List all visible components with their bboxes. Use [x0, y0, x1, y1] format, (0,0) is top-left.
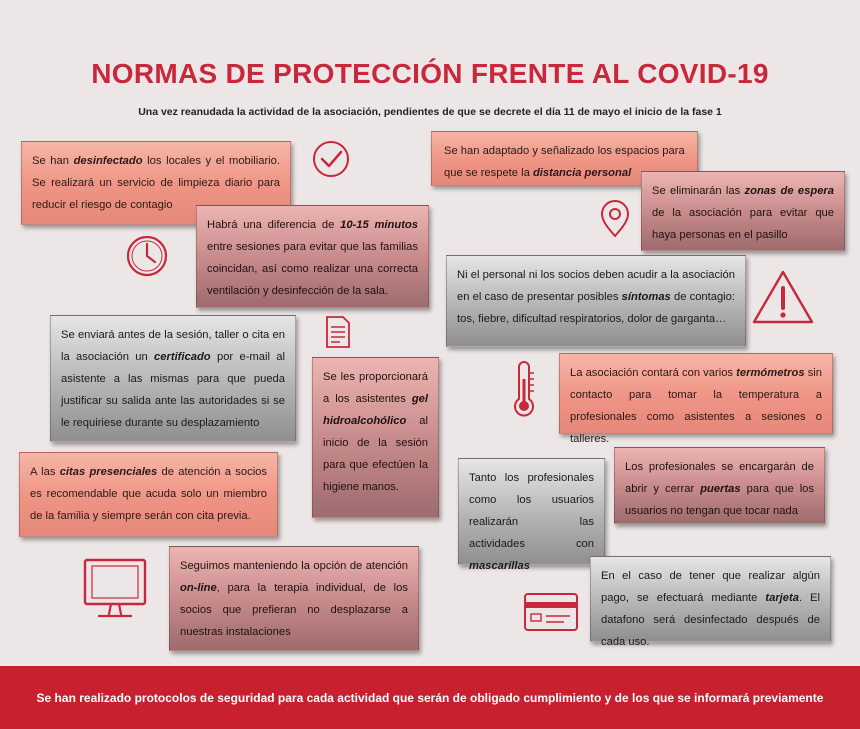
note-text: los locales y el mobiliario. Se realizará un servicio de limpieza diario para reducir el riesgo de contagio	[32, 155, 280, 211]
note-text: sin contacto para tomar la temperatura a profesionales como asistentes a sesiones o talleres.	[570, 367, 822, 445]
note-mascarillas	[458, 458, 605, 572]
note-text: Habrá una diferencia de	[207, 219, 341, 231]
note-text: Seguimos manteniendo la opción de atención	[180, 560, 408, 572]
location-pin-icon	[599, 200, 631, 238]
note-online	[169, 546, 419, 651]
note-keyword: gel hidroalcohólico	[323, 393, 428, 427]
note-keyword: puertas	[700, 483, 741, 495]
note-text: Se eliminarán las	[652, 185, 745, 197]
note-keyword: termómetros	[736, 367, 805, 379]
page-title: NORMAS DE PROTECCIÓN FRENTE AL COVID-19	[91, 58, 769, 89]
note-text: . El datafono será desinfectado después de cada uso.	[601, 592, 820, 648]
note-sintomas	[446, 255, 746, 347]
checkmark-icon	[311, 139, 351, 179]
note-keyword: desinfectado	[73, 155, 143, 167]
note-text: , para la terapia individual, de los socios que prefieran no desplazarse a nuestras instalaciones	[180, 582, 408, 638]
note-text: por e-mail al asistente a las mismas para que pueda justificar su salida ante las autoridades si se le requiriese durante su desplazamiento	[61, 351, 285, 429]
note-text: entre sesiones para evitar que las familias coincidan, así como realizar una correcta ventilación y desinfección de la sala.	[207, 241, 418, 297]
note-keyword: distancia personal	[532, 167, 632, 179]
note-text: Se han	[32, 155, 74, 167]
note-text: Se han adaptado y señalizado los espacios para que se respete la	[444, 145, 685, 179]
note-termometros	[559, 353, 833, 445]
note-minutos	[196, 205, 429, 308]
note-zonas	[641, 171, 845, 251]
credit-card-icon	[522, 591, 580, 633]
note-keyword: zonas de espera	[744, 185, 834, 197]
note-text: A las	[30, 466, 60, 478]
note-text: Tanto los profesionales como los usuarios realizarán las actividades con	[469, 472, 594, 550]
note-text: de la asociación para evitar que haya personas en el pasillo	[652, 207, 834, 241]
note-text: Ni el personal ni los socios deben acudir a la asociación en el caso de presentar posibles	[457, 269, 735, 303]
clock-icon	[125, 234, 169, 278]
note-keyword: citas presenciales	[59, 466, 158, 478]
document-icon	[323, 315, 353, 349]
footer-banner	[0, 666, 860, 729]
note-text: de atención a socios es recomendable que acuda solo un miembro de la familia y siempre serán con cita previa.	[30, 466, 267, 522]
note-certificado	[50, 315, 296, 442]
note-text: para que los usuarios no tengan que tocar nada	[625, 483, 814, 517]
note-text: La asociación contará con varios	[570, 367, 737, 379]
note-text: Se les proporcionará a los asistentes	[323, 371, 428, 405]
note-keyword: síntomas	[621, 291, 671, 303]
warning-icon	[750, 268, 816, 326]
note-tarjeta	[590, 556, 831, 648]
note-keyword: tarjeta	[765, 592, 799, 604]
thermometer-icon	[508, 361, 540, 419]
note-text: Los profesionales se encargarán de abrir y cerrar	[625, 461, 814, 495]
note-citas	[19, 452, 278, 537]
note-keyword: mascarillas	[469, 560, 530, 572]
page-subtitle: Una vez reanudada la actividad de la asociación, pendientes de que se decrete el día 11 de mayo el inicio de la fase 1	[138, 106, 722, 118]
note-text: de contagio: tos, fiebre, dificultad respiratorios, dolor de garganta…	[457, 291, 735, 325]
note-keyword: 10-15 minutos	[340, 219, 418, 231]
note-text: En el caso de tener que realizar algún pago, se efectuará mediante	[601, 570, 820, 604]
note-text: al inicio de la sesión para que efectúen la higiene manos.	[323, 415, 428, 493]
note-keyword: on-line	[180, 582, 217, 594]
footer-text: Se han realizado protocolos de seguridad para cada actividad que serán de obligado cumplimiento y de los que se informará previamente	[36, 690, 824, 705]
monitor-icon	[81, 556, 149, 622]
note-keyword: certificado	[154, 351, 211, 363]
note-text: Se enviará antes de la sesión, taller o cita en la asociación un	[61, 329, 285, 363]
note-puertas	[614, 447, 825, 524]
note-gel	[312, 357, 439, 518]
